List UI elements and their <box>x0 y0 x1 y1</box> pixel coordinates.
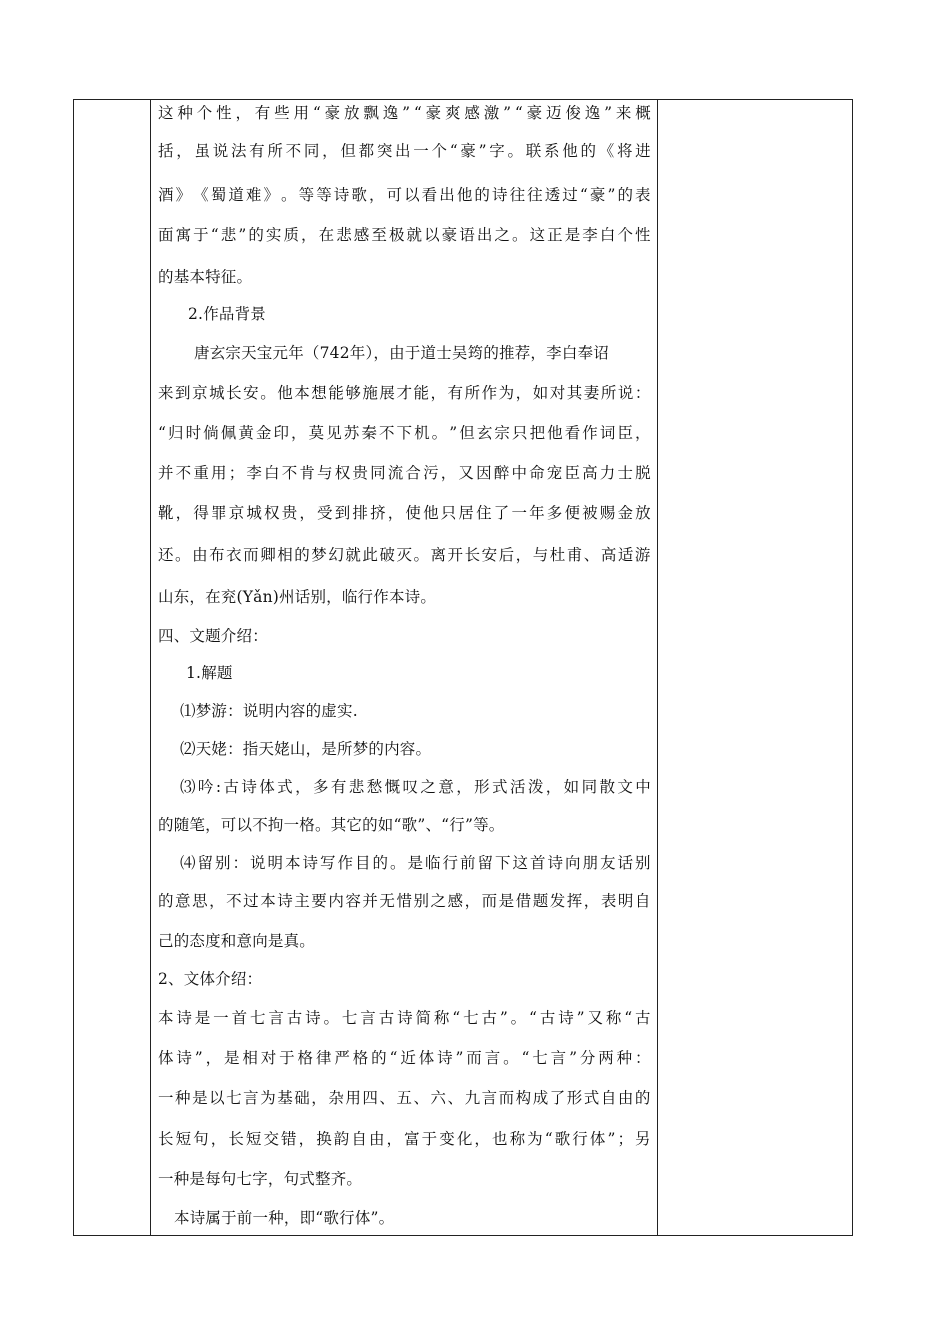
text-line: 长 短 句 ， 长 短 交 错 ， 换 韵 自 由 ， 富 于 变 化 ， 也 称 为 “ 歌 行 体 ” ； 另 <box>158 1130 651 1148</box>
text-line: 这 种 个 性 ， 有 些 用 “ 豪 放 飘 逸 ” “ 豪 爽 感 激 ” “ 豪 迈 俊 逸 ” 来 概 <box>158 104 651 122</box>
column-divider-right <box>657 100 658 1235</box>
text-line: 的随笔，可以不拘一格。其它的如“歌”、“行”等。 <box>158 816 505 834</box>
list-item: ⑵天姥：指天姥山，是所梦的内容。 <box>180 740 432 758</box>
list-item: ⑶ 吟 : 古 诗 体 式 ， 多 有 悲 愁 慨 叹 之 意 ， 形 式 活 泼 ， 如 同 散 文 中 <box>180 778 651 796</box>
text-line: 山东，在兖(Yǎn)州话别，临行作本诗。 <box>158 588 437 606</box>
text-line: 面 寓 于 “ 悲 ” 的 实 质 ， 在 悲 感 至 极 就 以 豪 语 出 之 。 这 正 是 李 白 个 性 <box>158 226 651 244</box>
text-line: 来 到 京 城 长 安 。 他 本 想 能 够 施 展 才 能 ， 有 所 作 为 ， 如 对 其 妻 所 说 ： <box>158 384 651 402</box>
text-line: 一种是每句七字，句式整齐。 <box>158 1170 363 1188</box>
section-heading: 2、文体介绍： <box>158 970 263 988</box>
document-table <box>73 99 853 1236</box>
text-line: 唐玄宗天宝元年（742年），由于道士吴筠的推荐，李白奉诏 <box>194 344 609 362</box>
list-item: ⑷ 留 别 ： 说 明 本 诗 写 作 目 的 。 是 临 行 前 留 下 这 首 诗 向 朋 友 话 别 <box>180 854 651 872</box>
text-line: 本诗属于前一种，即“歌行体”。 <box>174 1209 395 1227</box>
column-divider-left <box>150 100 151 1235</box>
text-line: 本 诗 是 一 首 七 言 古 诗 。 七 言 古 诗 简 称 “ 七 古 ” 。 “ 古 诗 ” 又 称 “ 古 <box>158 1009 651 1027</box>
text-line: 一 种 是 以 七 言 为 基 础 ， 杂 用 四 、 五 、 六 、 九 言 而 构 成 了 形 式 自 由 的 <box>158 1089 651 1107</box>
section-heading: 四、文题介绍： <box>158 627 268 645</box>
text-line: 的基本特征。 <box>158 268 253 286</box>
text-line: 酒 》 《 蜀 道 难 》 。 等 等 诗 歌 ， 可 以 看 出 他 的 诗 往 往 透 过 “ 豪 ” 的 表 <box>158 186 651 204</box>
section-heading: 2.作品背景 <box>188 305 266 323</box>
text-line: 体 诗 ” ， 是 相 对 于 格 律 严 格 的 “ 近 体 诗 ” 而 言 。 “ 七 言 ” 分 两 种 ： <box>158 1049 651 1067</box>
subsection-heading: 1.解题 <box>186 664 233 682</box>
text-line: 括 ， 虽 说 法 有 所 不 同 ， 但 都 突 出 一 个 “ 豪 ” 字 。 联 系 他 的 《 将 进 <box>158 142 651 160</box>
list-item: ⑴梦游：说明内容的虚实. <box>180 702 358 720</box>
text-line: 己的态度和意向是真。 <box>158 932 316 950</box>
text-line: 的 意 思 ， 不 过 本 诗 主 要 内 容 并 无 惜 别 之 感 ， 而 是 借 题 发 挥 ， 表 明 自 <box>158 892 651 910</box>
text-line: 还 。 由 布 衣 而 卿 相 的 梦 幻 就 此 破 灭 。 离 开 长 安 后 ， 与 杜 甫 、 高 适 游 <box>158 546 651 564</box>
text-line: 并 不 重 用 ； 李 白 不 肯 与 权 贵 同 流 合 污 ， 又 因 醉 中 命 宠 臣 高 力 士 脱 <box>158 464 651 482</box>
text-line: 靴 ， 得 罪 京 城 权 贵 ， 受 到 排 挤 ， 使 他 只 居 住 了 一 年 多 便 被 赐 金 放 <box>158 504 651 522</box>
text-line: “ 归 时 倘 佩 黄 金 印 ， 莫 见 苏 秦 不 下 机 。 ” 但 玄 宗 只 把 他 看 作 词 臣 ， <box>158 424 651 442</box>
